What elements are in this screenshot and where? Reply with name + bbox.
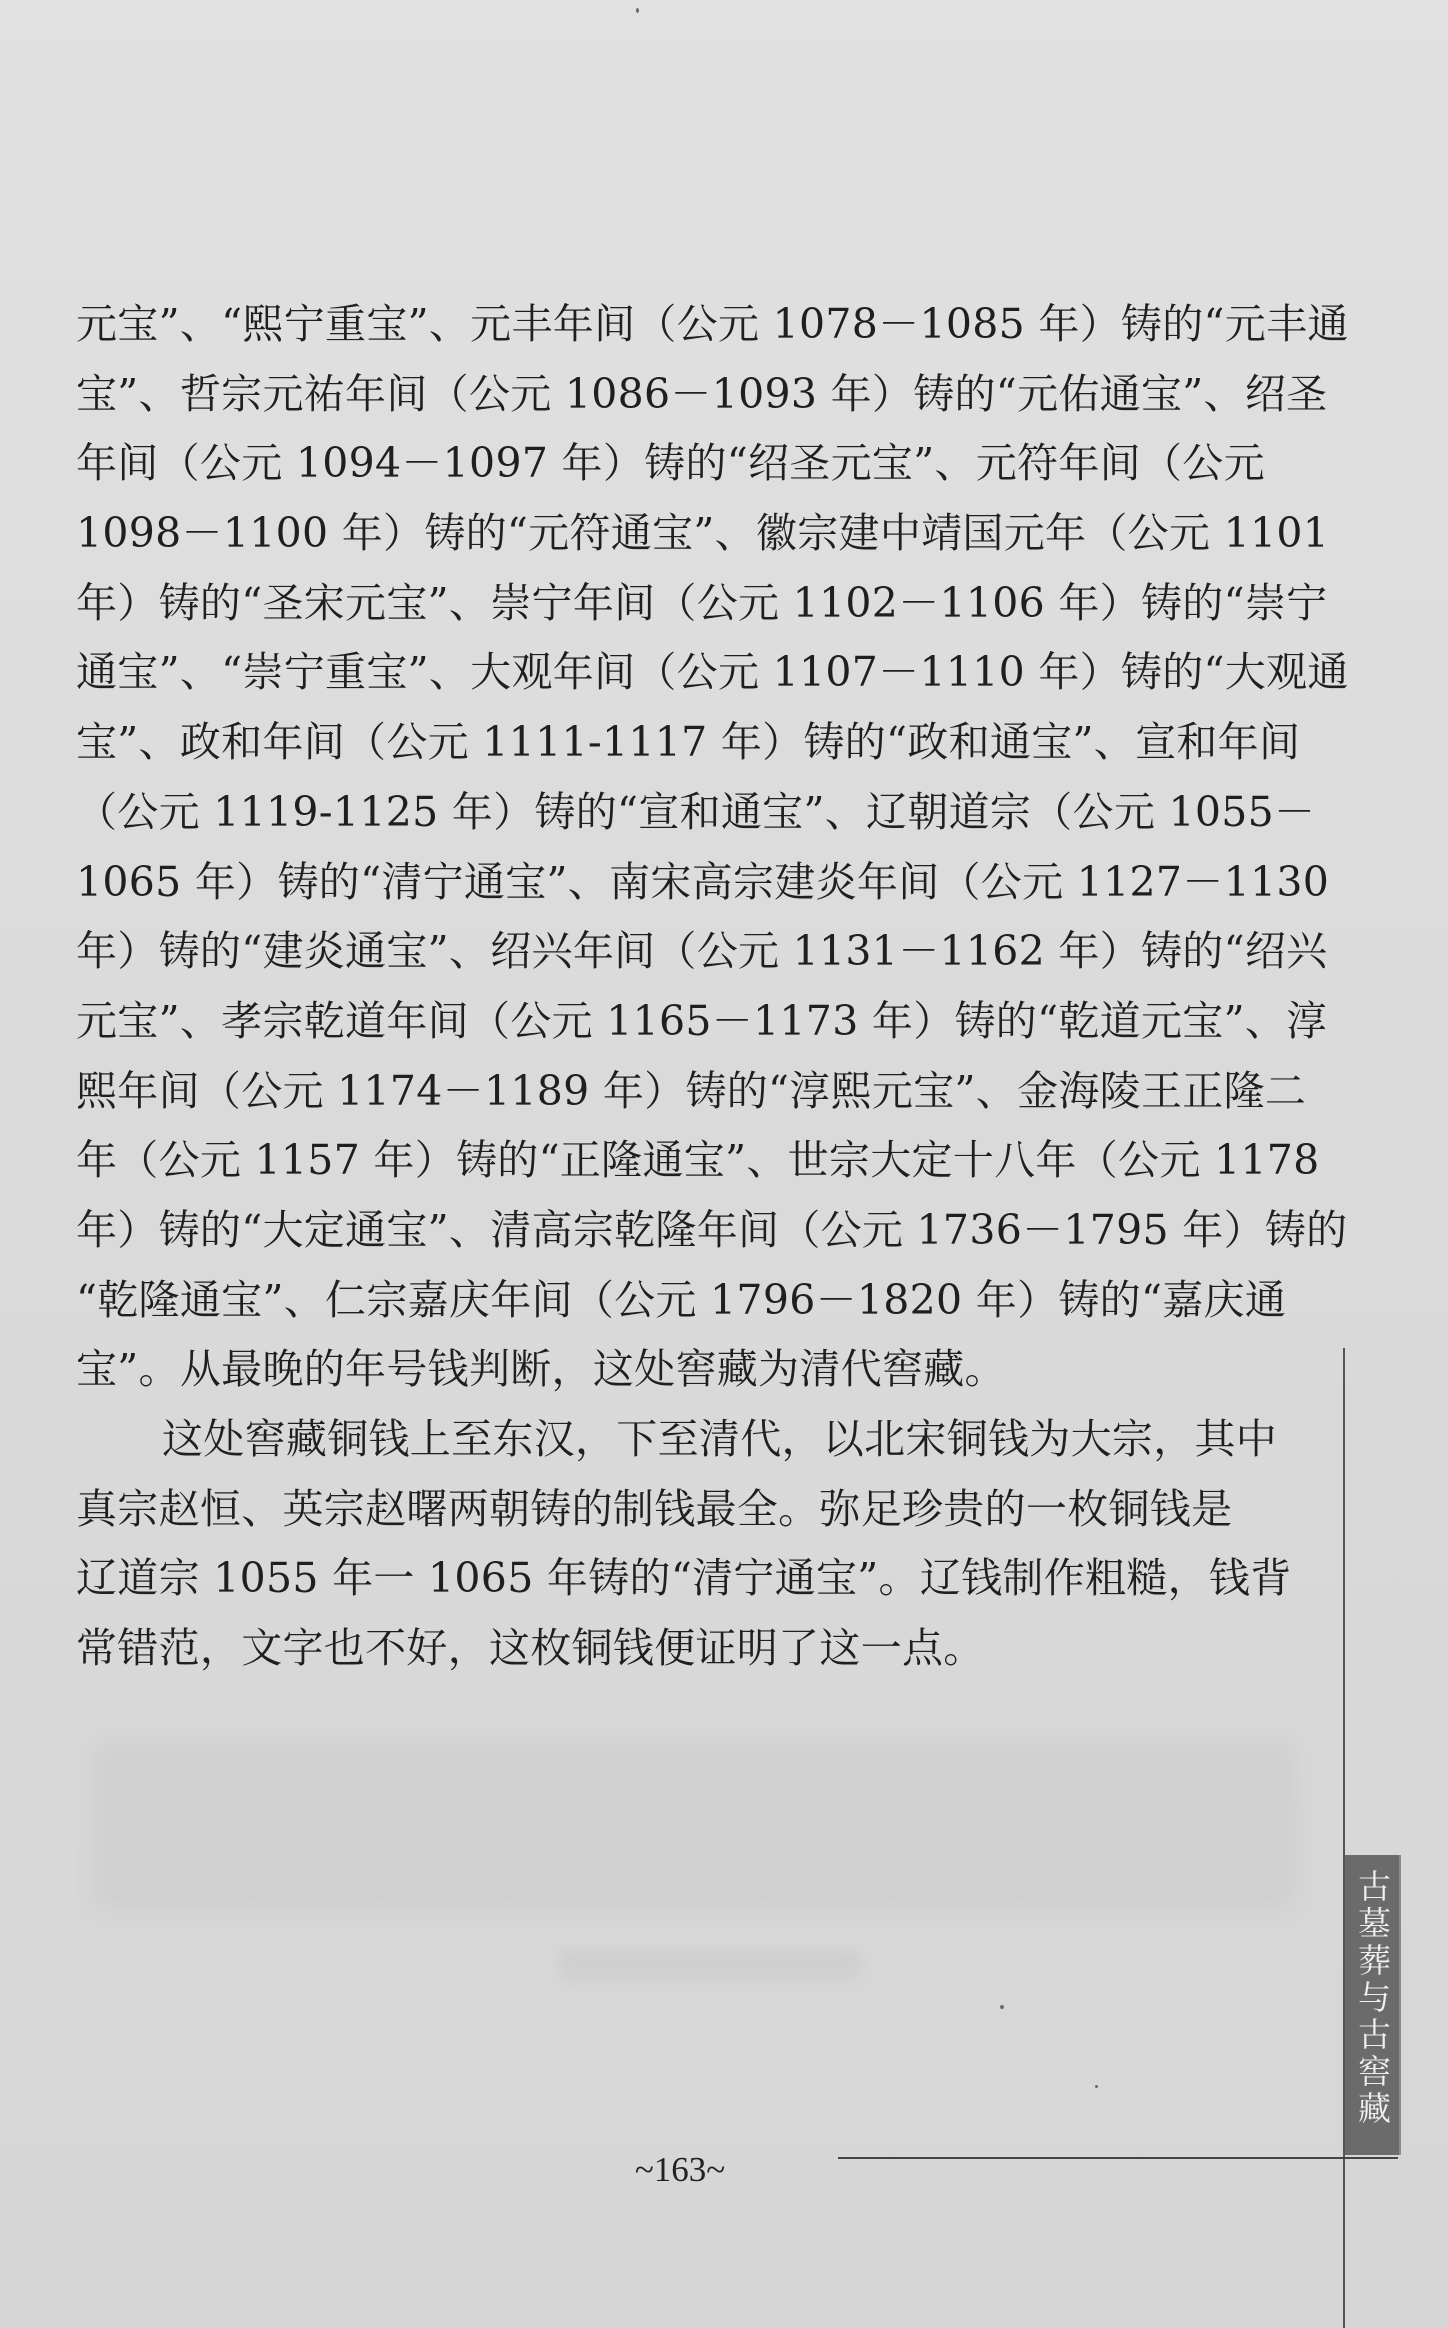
text-line: 真宗赵恒、英宗赵曙两朝铸的制钱最全。弥足珍贵的一枚铜钱是: [76, 1484, 1233, 1533]
bleed-through-shadow: [95, 1740, 1295, 1910]
text-line: 宝”、哲宗元祐年间（公元 1086－1093 年）铸的“元佑通宝”、绍圣: [76, 369, 1328, 418]
dust-speck: [1000, 2005, 1004, 2009]
paragraph-2: [76, 1405, 1292, 1684]
paragraph-1: [76, 290, 1349, 1405]
body-text: [76, 290, 1349, 1684]
text-line: 年）铸的“建炎通宝”、绍兴年间（公元 1131－1162 年）铸的“绍兴: [76, 927, 1328, 976]
text-line: 宝”。从最晚的年号钱判断，这处窖藏为清代窖藏。: [76, 1345, 1006, 1394]
text-line: 这处窖藏铜钱上至东汉，下至清代，以北宋铜钱为大宗，其中: [162, 1415, 1278, 1463]
dust-speck: [636, 8, 639, 13]
dust-speck: [1095, 2085, 1098, 2088]
text-line: 年）铸的“大定通宝”、清高宗乾隆年间（公元 1736－1795 年）铸的: [76, 1205, 1348, 1254]
text-line: “乾隆通宝”、仁宗嘉庆年间（公元 1796－1820 年）铸的“嘉庆通: [76, 1275, 1287, 1324]
text-line: 元宝”、孝宗乾道年间（公元 1165－1173 年）铸的“乾道元宝”、淳: [76, 996, 1328, 1045]
text-line: 年（公元 1157 年）铸的“正隆通宝”、世宗大定十八年（公元 1178: [76, 1136, 1320, 1185]
bleed-through-caption-shadow: [560, 1950, 860, 1980]
text-line: 通宝”、“崇宁重宝”、大观年间（公元 1107－1110 年）铸的“大观通: [76, 648, 1349, 697]
side-margin-rule: [1343, 1348, 1345, 2328]
text-line: 1098－1100 年）铸的“元符通宝”、徽宗建中靖国元年（公元 1101: [76, 509, 1330, 558]
footer-rule: [838, 2157, 1398, 2159]
text-line: 宝”、政和年间（公元 1111-1117 年）铸的“政和通宝”、宣和年间: [76, 718, 1301, 767]
text-line: （公元 1119-1125 年）铸的“宣和通宝”、辽朝道宗（公元 1055－: [76, 787, 1316, 836]
text-line: 辽道宗 1055 年一 1065 年铸的“清宁通宝”。辽钱制作粗糙，钱背: [76, 1554, 1292, 1603]
text-line: 常错范，文字也不好，这枚铜钱便证明了这一点。: [76, 1624, 985, 1673]
chapter-side-tab: [1345, 1855, 1399, 2155]
text-line: 年）铸的“圣宋元宝”、崇宁年间（公元 1102－1106 年）铸的“崇宁: [76, 578, 1328, 627]
page-number: ~163~: [634, 2150, 726, 2189]
text-line: 年间（公元 1094－1097 年）铸的“绍圣元宝”、元符年间（公元: [76, 439, 1265, 488]
text-line: 1065 年）铸的“清宁通宝”、南宋高宗建炎年间（公元 1127－1130: [76, 857, 1330, 906]
text-line: 元宝”、“熙宁重宝”、元丰年间（公元 1078－1085 年）铸的“元丰通: [76, 300, 1349, 348]
text-line: 熙年间（公元 1174－1189 年）铸的“淳熙元宝”、金海陵王正隆二: [76, 1066, 1307, 1115]
chapter-side-tab-label: 古墓葬与古窖藏: [1353, 1869, 1392, 2128]
